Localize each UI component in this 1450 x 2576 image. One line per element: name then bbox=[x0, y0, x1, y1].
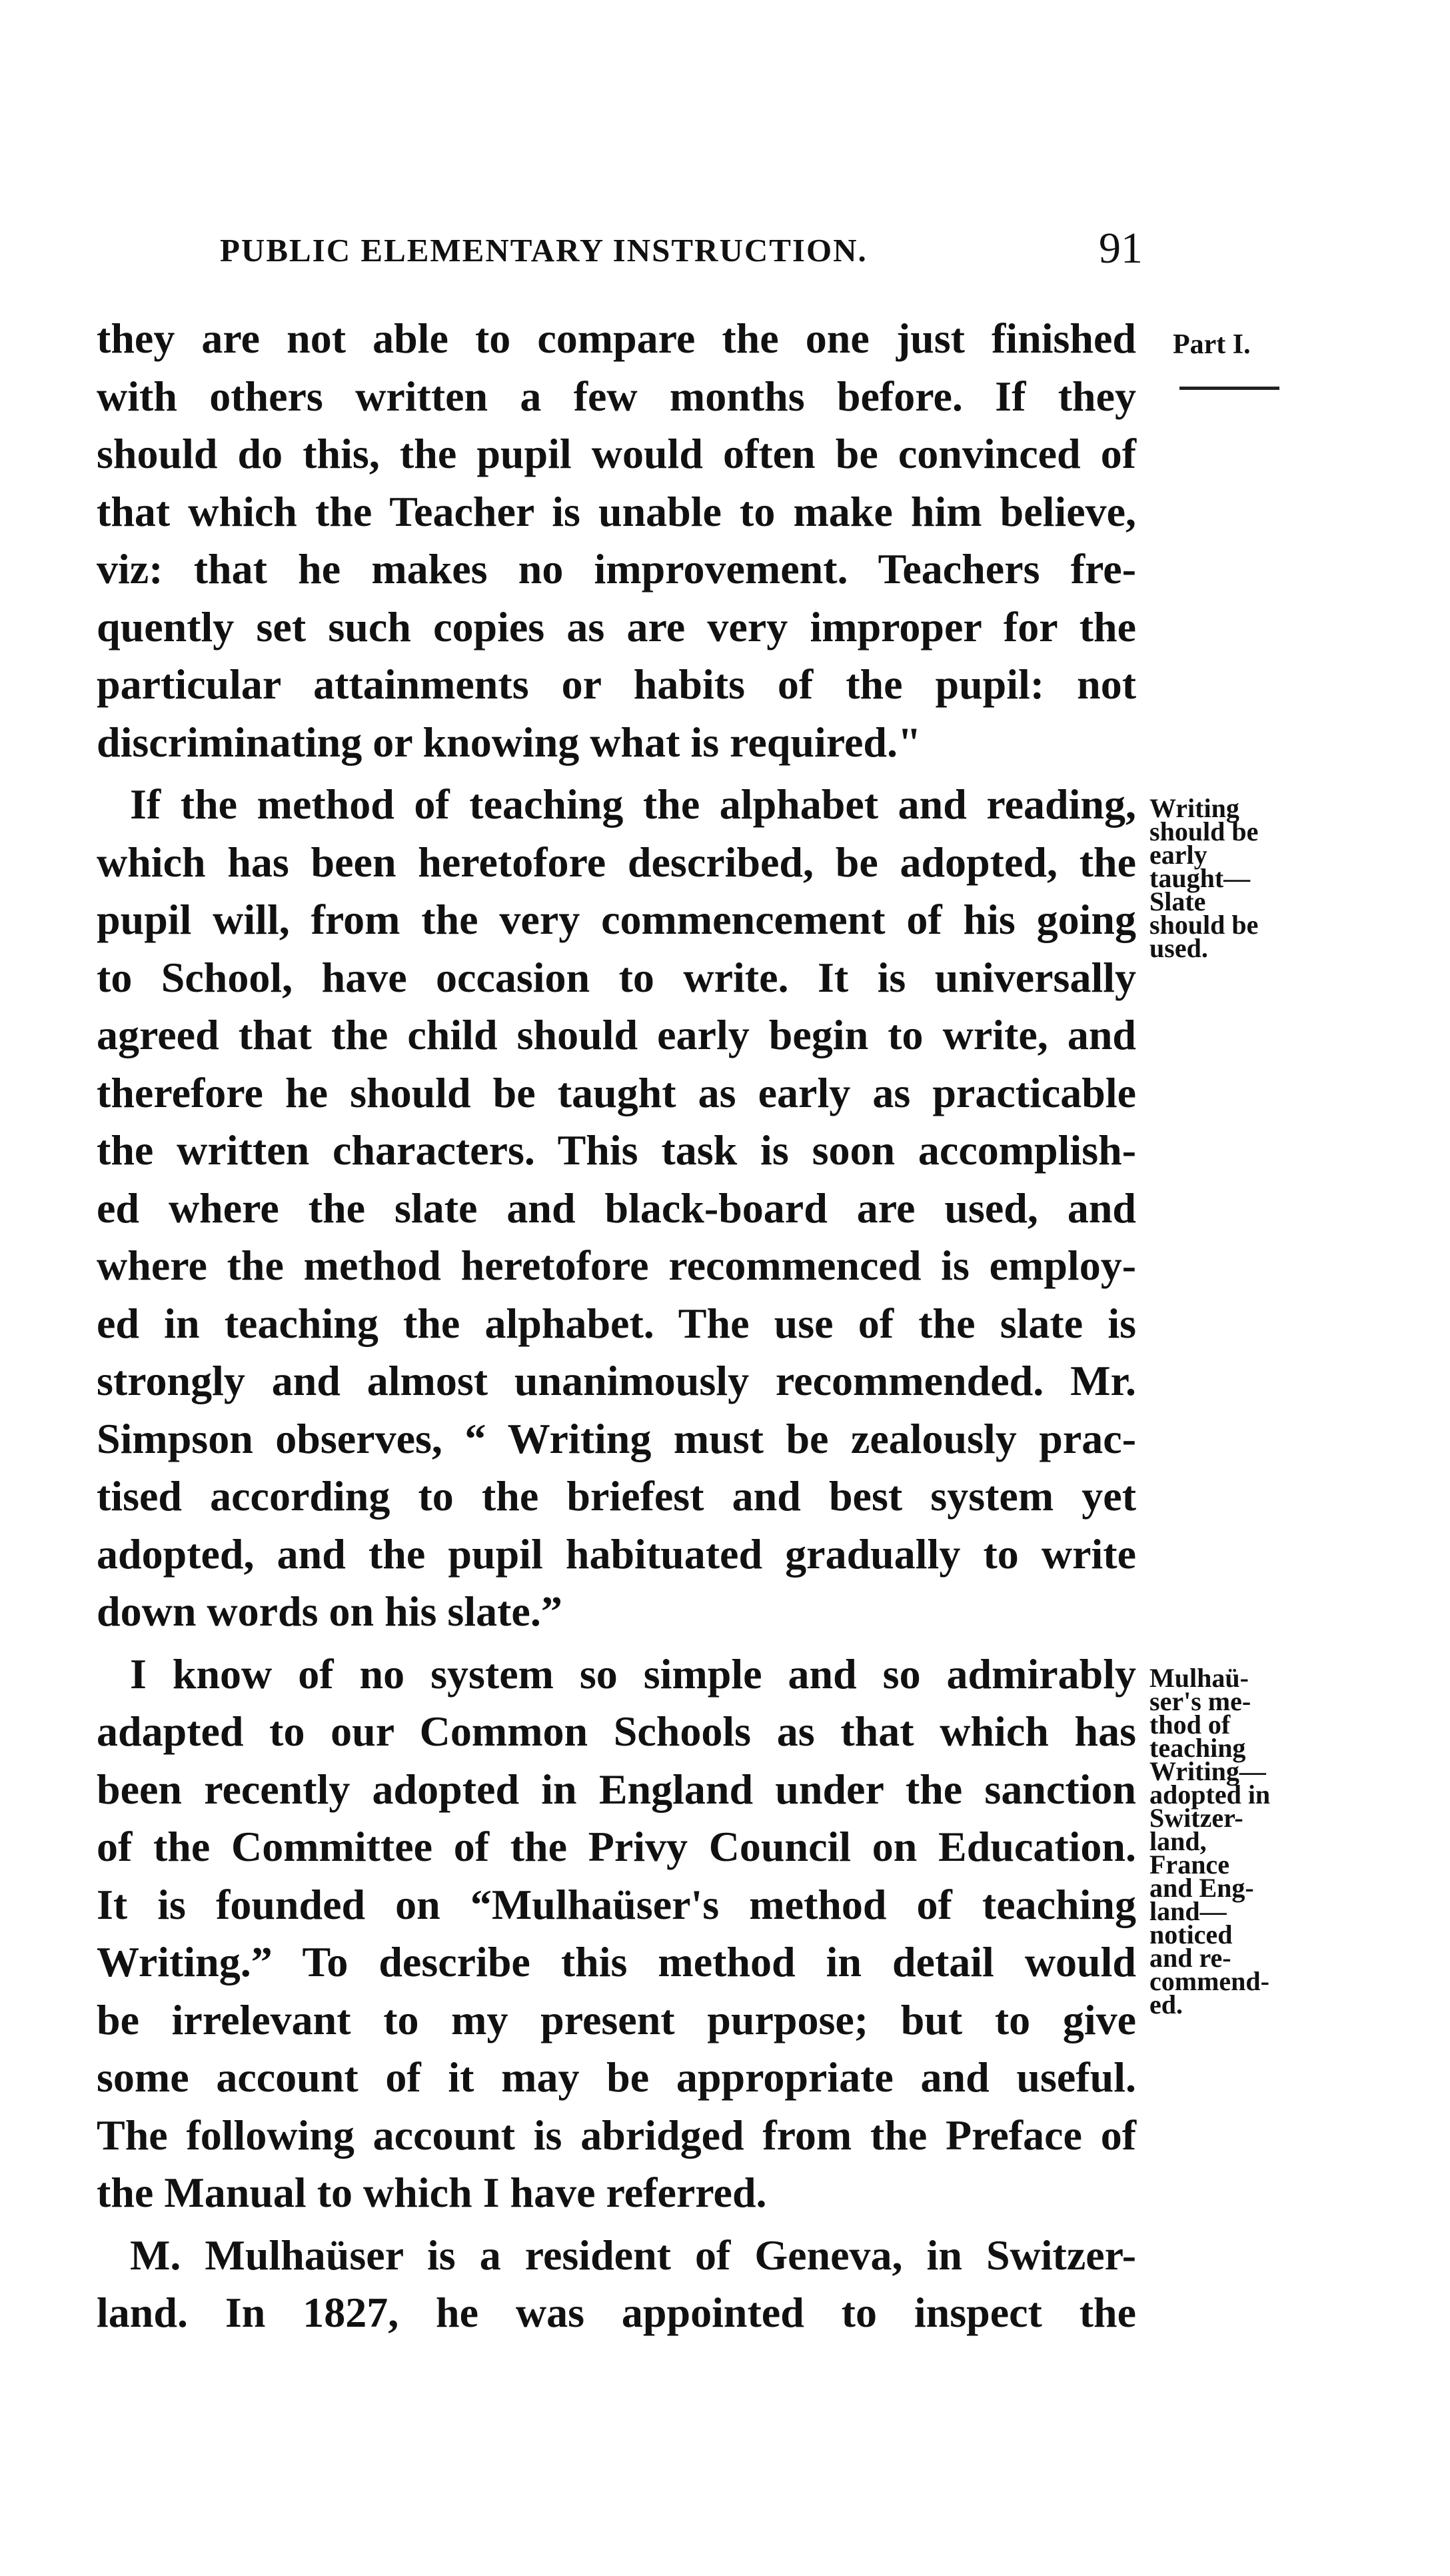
margin-note-line: thod of bbox=[1149, 1710, 1231, 1740]
margin-note-line: Writing— bbox=[1149, 1756, 1266, 1786]
margin-note-line: ed. bbox=[1149, 1989, 1183, 2019]
margin-note-line: early bbox=[1149, 840, 1207, 870]
margin-note-line: Writing bbox=[1149, 793, 1239, 823]
text-line: the written characters. This task is soon accomplish- bbox=[97, 1126, 1136, 1174]
text-line: discriminating or knowing what is required." bbox=[97, 718, 922, 766]
margin-note-writing bbox=[1149, 793, 1259, 963]
margin-note-line: Slate bbox=[1149, 886, 1206, 916]
page-number: 91 bbox=[1099, 224, 1143, 273]
text-line: viz: that he makes no improvement. Teachers fre- bbox=[97, 545, 1136, 593]
text-line: agreed that the child should early begin to write, and bbox=[97, 1011, 1136, 1058]
margin-note-line: land— bbox=[1149, 1896, 1227, 1926]
text-line: ed in teaching the alphabet. The use of the slate is bbox=[97, 1299, 1136, 1347]
text-line: Writing.” To describe this method in detail would bbox=[97, 1938, 1136, 1985]
text-line: The following account is abridged from the Preface of bbox=[97, 2111, 1136, 2159]
text-line: tised according to the briefest and best system yet bbox=[97, 1472, 1136, 1520]
margin-note-line: Part I. bbox=[1173, 329, 1251, 360]
text-line: which has been heretofore described, be adopted, the bbox=[97, 838, 1136, 886]
margin-note-line: commend- bbox=[1149, 1966, 1269, 1996]
margin-note-line: taught— bbox=[1149, 863, 1251, 893]
margin-note-line: France bbox=[1149, 1850, 1229, 1880]
body-text bbox=[97, 310, 1136, 2342]
text-line: be irrelevant to my present purpose; but to give bbox=[97, 1995, 1136, 2043]
text-line: the Manual to which I have referred. bbox=[97, 2169, 767, 2216]
text-line: M. Mulhaüser is a resident of Geneva, in Switzer- bbox=[130, 2231, 1136, 2279]
margin-note-part bbox=[1173, 329, 1251, 360]
text-line: quently set such copies as are very improper for the bbox=[97, 603, 1136, 650]
text-line: to School, have occasion to write. It is universally bbox=[97, 953, 1136, 1001]
text-line: therefore he should be taught as early as practicable bbox=[97, 1068, 1136, 1116]
text-line: It is founded on “Mulhaüser's method of teaching bbox=[97, 1880, 1136, 1928]
margin-note-line: used. bbox=[1149, 933, 1208, 963]
text-line: I know of no system so simple and so admirably bbox=[130, 1650, 1136, 1698]
margin-note-line: Switzer- bbox=[1149, 1803, 1243, 1833]
text-line: adopted, and the pupil habituated gradually to write bbox=[97, 1530, 1136, 1578]
margin-note-line: adopted in bbox=[1149, 1780, 1271, 1810]
text-line: adapted to our Common Schools as that which has bbox=[97, 1708, 1136, 1755]
text-line: If the method of teaching the alphabet and reading, bbox=[130, 780, 1136, 828]
margin-note-line: should be bbox=[1149, 816, 1259, 846]
text-line: with others written a few months before. If they bbox=[97, 372, 1136, 420]
text-line: land. In 1827, he was appointed to inspect the bbox=[97, 2289, 1136, 2336]
margin-note-line: noticed bbox=[1149, 1920, 1233, 1949]
margin-note-line: teaching bbox=[1149, 1733, 1246, 1763]
margin-note-line: and re- bbox=[1149, 1943, 1231, 1973]
text-line: ed where the slate and black-board are used, and bbox=[97, 1184, 1136, 1232]
text-line: particular attainments or habits of the pupil: not bbox=[97, 660, 1136, 708]
text-line: they are not able to compare the one just finished bbox=[97, 315, 1136, 362]
margin-note-mulhauser bbox=[1149, 1663, 1271, 2019]
margin-note-line: and Eng- bbox=[1149, 1873, 1254, 1903]
running-header bbox=[220, 223, 1143, 277]
text-line: down words on his slate.” bbox=[97, 1588, 562, 1635]
text-line: pupil will, from the very commencement of his going bbox=[97, 896, 1136, 943]
margin-note-line: ser's me- bbox=[1149, 1686, 1251, 1716]
margin-note-line: land, bbox=[1149, 1826, 1207, 1856]
text-line: that which the Teacher is unable to make him believe, bbox=[97, 487, 1136, 535]
text-line: should do this, the pupil would often be convinced of bbox=[97, 430, 1136, 477]
text-line: some account of it may be appropriate and useful. bbox=[97, 2053, 1136, 2101]
text-line: where the method heretofore recommenced is employ- bbox=[97, 1242, 1136, 1289]
margin-rule bbox=[1179, 387, 1279, 390]
text-line: strongly and almost unanimously recommended. Mr. bbox=[97, 1357, 1136, 1404]
text-line: of the Committee of the Privy Council on Education. bbox=[97, 1823, 1136, 1870]
running-title: PUBLIC ELEMENTARY INSTRUCTION. bbox=[220, 232, 868, 269]
text-line: been recently adopted in England under the sanction bbox=[97, 1765, 1136, 1813]
text-line: Simpson observes, “ Writing must be zealously prac- bbox=[97, 1414, 1136, 1462]
margin-note-line: Mulhaü- bbox=[1149, 1663, 1249, 1693]
margin-note-line: should be bbox=[1149, 910, 1259, 940]
